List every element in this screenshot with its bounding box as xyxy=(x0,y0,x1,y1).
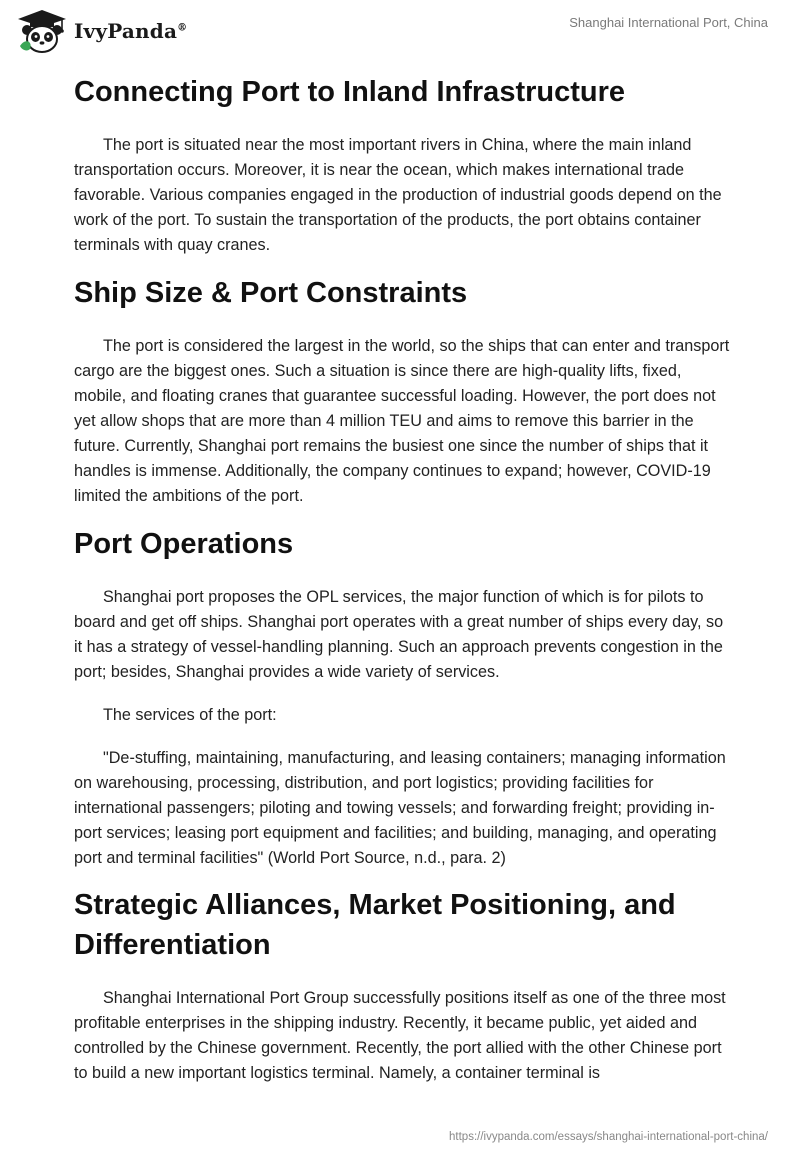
section-heading: Strategic Alliances, Market Positioning, and Differentiation xyxy=(74,889,676,961)
body-paragraph: The services of the port: xyxy=(103,706,277,724)
brand-logo[interactable] xyxy=(16,8,187,54)
body-paragraph: The port is considered the largest in the world, so the ships that can enter and transport cargo are the biggest ones. Such a situation is since there are high-quality lifts, fixed, mobile, and floating cranes that guarantee successful loading. However, the port does not yet allow shops that are more than 4 million TEU and aims to remove this barrier in the future. Currently, Shanghai port remains the busiest one since the number of ships that it handles is immense. Additionally, the company continues to expand; however, COVID-19 limited the ambitions of the port. xyxy=(74,337,730,505)
brand-name: IvyPanda® xyxy=(74,19,188,43)
quote-paragraph: "De-stuffing, maintaining, manufacturing, and leasing containers; managing information on warehousing, processing, distribution, and port logistics; providing facilities for international passengers; piloting and towing vessels; and forwarding freight; providing in-port services; leasing port equipment and facilities; and building, managing, and operating port and terminal facilities" (World Port Source, n.d., para. 2) xyxy=(74,749,726,867)
body-paragraph: Shanghai port proposes the OPL services, the major function of which is for pilots to board and get off ships. Shanghai port operates with a great number of ships every day, so it has a strategy of vessel-handling planning. Such an approach prevents congestion in the port; besides, Shanghai provides a wide variety of services. xyxy=(74,588,724,681)
source-url[interactable]: https://ivypanda.com/essays/shanghai-international-port-china/ xyxy=(449,1131,768,1143)
section-heading: Connecting Port to Inland Infrastructure xyxy=(74,76,626,108)
panda-graduate-icon xyxy=(16,8,68,54)
body-paragraph: The port is situated near the most important rivers in China, where the main inland transportation occurs. Moreover, it is near the ocean, which makes international trade favorable. Various companies engaged in the production of industrial goods depend on the work of the port. To sustain the transportation of the products, the port obtains container terminals with quay cranes. xyxy=(74,136,722,254)
section-heading: Ship Size & Port Constraints xyxy=(74,277,468,309)
document-title: Shanghai International Port, China xyxy=(569,15,768,30)
page-header xyxy=(0,0,800,64)
section-heading: Port Operations xyxy=(74,528,294,560)
body-paragraph: Shanghai International Port Group successfully positions itself as one of the three most profitable enterprises in the shipping industry. Recently, it became public, yet aided and controlled by the Chinese government. Recently, the port allied with the other Chinese port to build a new important logistics terminal. Namely, a container terminal is xyxy=(74,989,726,1082)
essay-content xyxy=(74,70,734,1086)
